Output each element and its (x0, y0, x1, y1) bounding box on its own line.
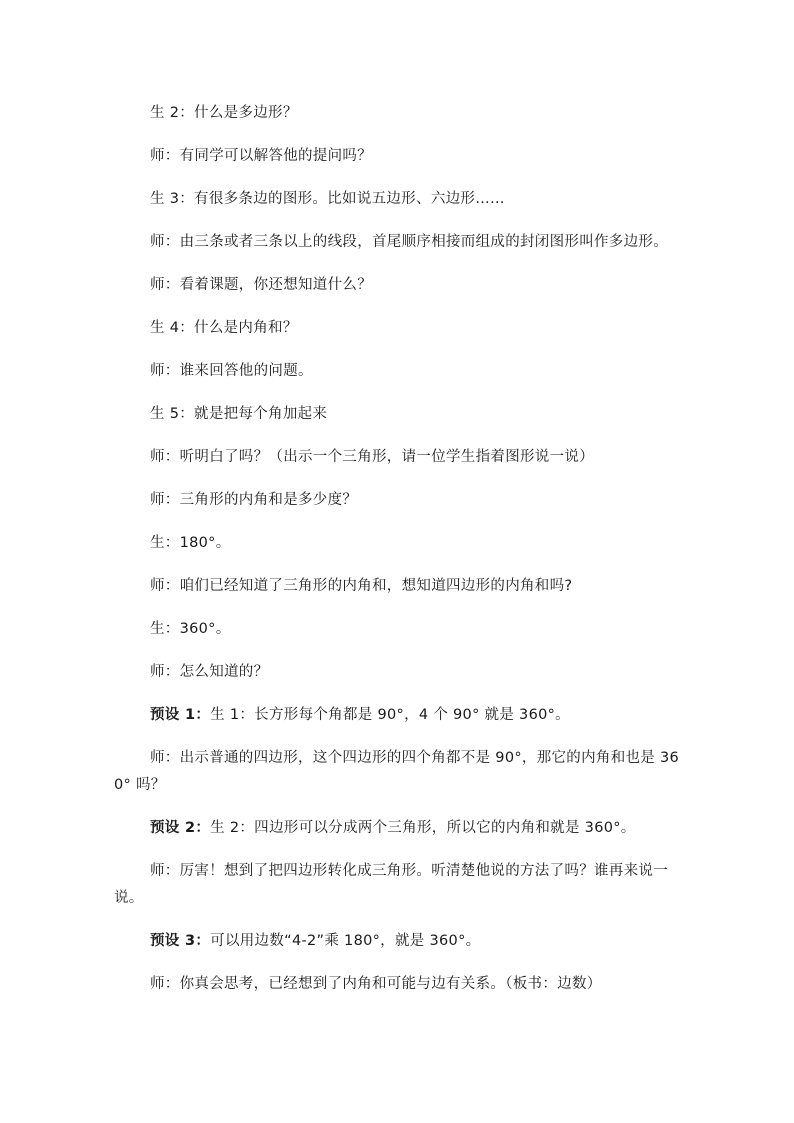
paragraph (114, 315, 680, 342)
paragraph (114, 971, 680, 998)
paragraph-prefix: 预设 2： (150, 820, 211, 836)
paragraph (114, 530, 680, 557)
paragraph-text: 可以用边数“4-2”乘 180°，就是 360°。 (210, 933, 481, 949)
paragraph (114, 745, 680, 799)
paragraph (114, 858, 680, 912)
paragraph-text: 师：看着课题，你还想知道什么？ (150, 277, 372, 293)
paragraph-text: 师：厉害！想到了把四边形转化成三角形。听清楚他说的方法了吗？谁再来说一说。 (114, 863, 668, 906)
paragraph (114, 659, 680, 686)
paragraph-text: 生：360°。 (150, 621, 231, 637)
paragraph (114, 143, 680, 170)
paragraph-text: 师：怎么知道的？ (150, 664, 269, 680)
paragraph-text: 生 2：四边形可以分成两个三角形，所以它的内角和就是 360°。 (210, 820, 636, 836)
paragraph-text: 生 4：什么是内角和？ (150, 320, 298, 336)
paragraph (114, 100, 680, 127)
paragraph (114, 702, 680, 729)
paragraph-text: 生：180°。 (150, 535, 231, 551)
paragraph-text: 师：出示普通的四边形，这个四边形的四个角都不是 90°，那它的内角和也是 360° 吗？ (114, 750, 680, 793)
paragraph-text: 生 2：什么是多边形？ (150, 105, 298, 121)
paragraph-text: 生 1：长方形每个角都是 90°，4 个 90° 就是 360°。 (210, 707, 570, 723)
paragraph-text: 生 3：有很多条边的图形。比如说五边形、六边形…… (150, 191, 505, 207)
paragraph (114, 573, 680, 600)
paragraph-text: 师：咱们已经知道了三角形的内角和，想知道四边形的内角和吗? (150, 578, 573, 594)
paragraph-text: 师：听明白了吗？（出示一个三角形，请一位学生指着图形说一说） (150, 449, 594, 465)
paragraph (114, 616, 680, 643)
paragraph-prefix: 预设 1： (150, 707, 211, 723)
paragraph (114, 815, 680, 842)
paragraph-text: 生 5：就是把每个角加起来 (150, 406, 328, 422)
paragraph-text: 师：你真会思考，已经想到了内角和可能与边有关系。（板书：边数） (150, 976, 602, 992)
paragraph-prefix: 预设 3： (150, 933, 211, 949)
paragraph (114, 229, 680, 256)
paragraph (114, 928, 680, 955)
paragraph (114, 401, 680, 428)
paragraph-text: 师：三角形的内角和是多少度？ (150, 492, 358, 508)
paragraph (114, 186, 680, 213)
paragraph (114, 358, 680, 385)
paragraph (114, 444, 680, 471)
paragraph-text: 师：由三条或者三条以上的线段，首尾顺序相接而组成的封闭图形叫作多边形。 (150, 234, 668, 250)
document-body (114, 100, 680, 1014)
paragraph (114, 272, 680, 299)
paragraph (114, 487, 680, 514)
paragraph-text: 师：谁来回答他的问题。 (150, 363, 313, 379)
paragraph-text: 师：有同学可以解答他的提问吗？ (150, 148, 372, 164)
